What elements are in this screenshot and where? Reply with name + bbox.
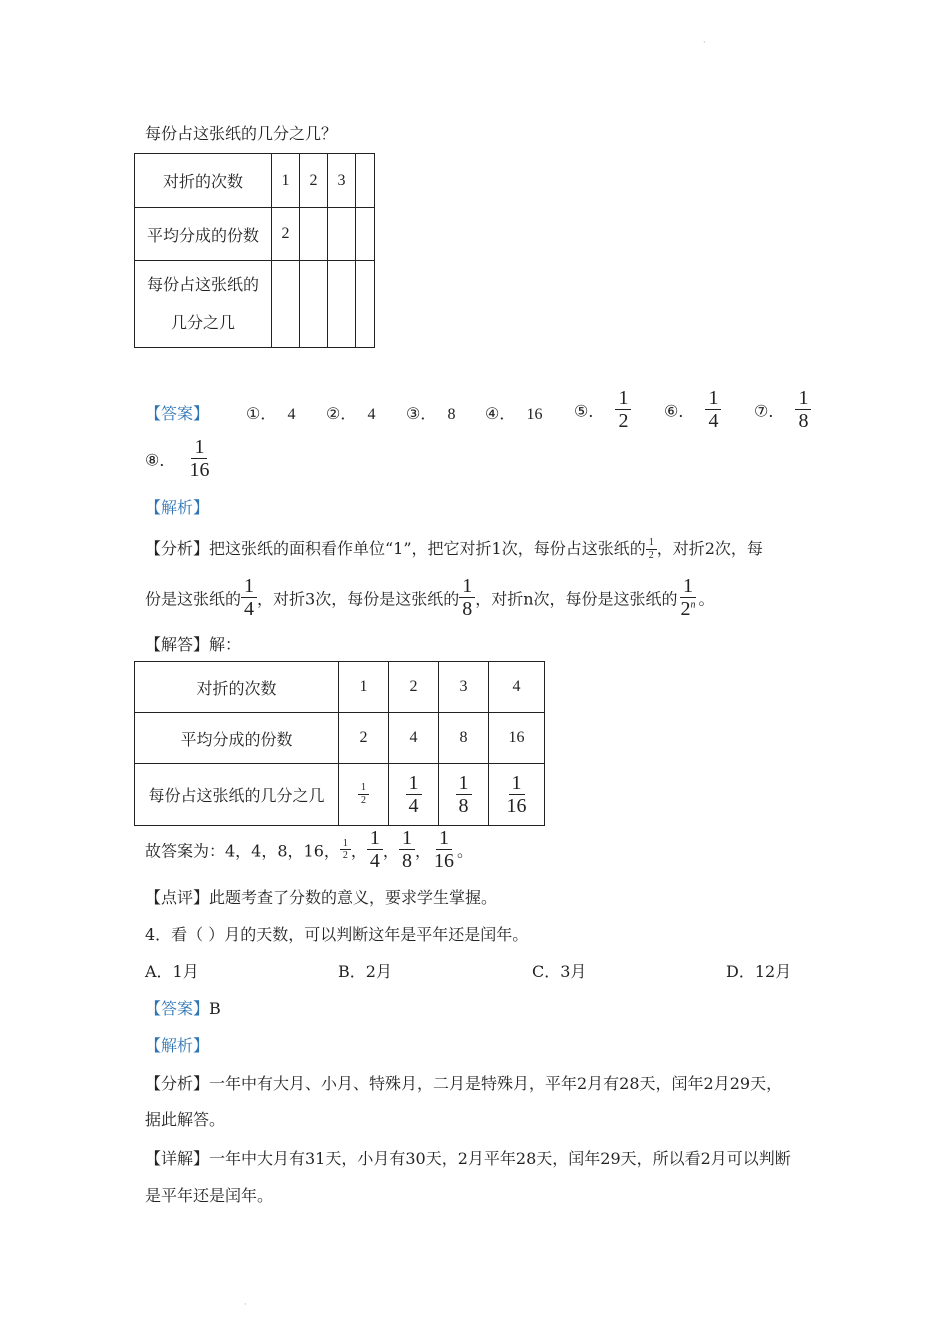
answer-value: 16 — [526, 406, 543, 423]
table-cell: 3 — [439, 662, 489, 713]
table-row-label: 平均分成的份数 — [135, 208, 272, 261]
fraction-denominator: 4 — [408, 794, 419, 817]
fold-table-answer — [134, 661, 545, 826]
answer-mark: ②． — [326, 404, 357, 423]
table-cell — [328, 261, 356, 348]
table-cell: 1 — [272, 154, 300, 208]
inline-fraction — [459, 576, 475, 620]
analysis-text: ，对折3次，每份是这张纸的 — [257, 589, 460, 609]
answer-mark: ④． — [485, 404, 516, 423]
analysis-4-line1: 【分析】一年中有大月、小月、特殊月，二月是特殊月，平年2月有28天，闰年2月29天， — [145, 1074, 783, 1093]
analysis-tag: 【解析】 — [145, 498, 210, 517]
analysis-line — [145, 536, 763, 561]
table-cell: 16 — [489, 713, 545, 764]
fraction-denominator: 8 — [462, 598, 473, 620]
fraction-numerator: 1 — [646, 538, 657, 550]
answer-fraction — [186, 437, 212, 481]
answer-value: 8 — [447, 406, 456, 423]
table-cell — [328, 208, 356, 261]
table-row-label: 对折的次数 — [135, 154, 272, 208]
table-cell: 1 — [339, 662, 389, 713]
fraction-numerator: 1 — [241, 576, 257, 598]
answer-item — [574, 388, 631, 432]
table-cell: 2 — [389, 662, 439, 713]
conclusion-line — [145, 828, 473, 872]
fraction-numerator: 1 — [705, 388, 721, 410]
table-cell — [272, 261, 300, 348]
answer-item — [485, 401, 542, 424]
option-b: B．2月 — [338, 962, 392, 981]
fraction-numerator: 1 — [680, 576, 696, 598]
answer-mark: ⑦． — [754, 401, 785, 421]
analysis-text: 。 — [698, 589, 715, 609]
analysis-text: 份是这张纸的 — [145, 589, 242, 609]
answer-fraction — [705, 388, 721, 432]
answer-item — [326, 401, 375, 424]
fraction-numerator: 1 — [340, 839, 351, 851]
table-row-label-line: 几分之几 — [170, 313, 235, 332]
table-cell: 2 — [272, 208, 300, 261]
separator: ， — [382, 841, 399, 861]
fraction-denominator: 8 — [401, 850, 412, 872]
fraction-denominator: 8 — [458, 794, 469, 817]
cell-fraction — [456, 773, 472, 817]
analysis-line — [145, 576, 715, 620]
analysis-text: 【分析】把这张纸的面积看作单位“1”，把它对折1次，每份占这张纸的 — [145, 539, 646, 558]
table-cell — [300, 208, 328, 261]
solution-label: 【解答】解： — [145, 635, 242, 654]
fraction-numerator: 1 — [436, 828, 452, 850]
inline-fraction — [241, 576, 257, 620]
table-cell: 4 — [489, 662, 545, 713]
fraction-denominator: 16 — [189, 459, 210, 481]
analysis-text: ，对折n次，每份是这张纸的 — [475, 589, 678, 609]
answer-tag: 【答案】 — [145, 999, 210, 1018]
answer-item — [246, 401, 295, 424]
table-cell: 2 — [339, 713, 389, 764]
table-cell — [439, 764, 489, 826]
cell-fraction — [406, 773, 422, 817]
conclusion-end: 。 — [456, 841, 473, 861]
table-row-label: 每份占这张纸的几分之几 — [135, 764, 339, 826]
analysis-4-line2: 据此解答。 — [145, 1110, 226, 1129]
footer-dot: · — [244, 1300, 247, 1309]
fraction-denominator: 4 — [708, 410, 719, 432]
inline-fraction — [678, 576, 699, 620]
question-text: 每份占这张纸的几分之几？ — [145, 124, 338, 143]
answer-fraction — [795, 388, 811, 432]
header-dot: · — [703, 38, 706, 47]
answer-value: 4 — [367, 406, 376, 423]
inline-fraction — [431, 828, 457, 872]
fraction-numerator: 1 — [456, 773, 472, 795]
table-cell — [489, 764, 545, 826]
fraction-denominator: 2 — [361, 794, 366, 806]
question-4-stem: 4．看（ ）月的天数，可以判断这年是平年还是闰年。 — [145, 925, 529, 944]
answer-tag: 【答案】 — [145, 404, 210, 423]
inline-fraction — [646, 538, 657, 561]
cell-fraction — [358, 783, 369, 806]
inline-fraction — [399, 828, 415, 872]
fraction-numerator: 1 — [615, 388, 631, 410]
table-cell: 4 — [389, 713, 439, 764]
answer-item — [406, 401, 455, 424]
fraction-denominator: 16 — [433, 850, 454, 872]
conclusion-text: 故答案为：4，4，8，16， — [145, 841, 340, 861]
table-row-label: 对折的次数 — [135, 662, 339, 713]
option-a: A．1月 — [145, 962, 199, 981]
answer-mark: ⑧． — [145, 450, 176, 470]
fraction-denominator: 2 — [618, 410, 629, 432]
table-row-label — [135, 261, 272, 348]
answer-4-line — [145, 996, 221, 1019]
fraction-numerator: 1 — [509, 773, 525, 795]
table-cell — [339, 764, 389, 826]
fraction-numerator: 1 — [459, 576, 475, 598]
answer-value: B — [209, 999, 221, 1018]
separator: ， — [414, 841, 431, 861]
fraction-numerator: 1 — [406, 773, 422, 795]
fraction-numerator: 1 — [399, 828, 415, 850]
inline-fraction — [340, 839, 351, 862]
separator: ， — [350, 841, 367, 861]
table-row-label: 平均分成的份数 — [135, 713, 339, 764]
table-cell — [300, 261, 328, 348]
fraction-denominator: 16 — [506, 794, 527, 817]
answer-value: 4 — [287, 406, 296, 423]
fraction-numerator: 1 — [358, 783, 369, 795]
answer-mark: ①． — [246, 404, 277, 423]
answer-mark: ⑥． — [664, 401, 695, 421]
fraction-numerator: 1 — [795, 388, 811, 410]
table-cell — [356, 154, 375, 208]
table-cell — [389, 764, 439, 826]
cell-fraction — [504, 773, 530, 817]
fraction-denominator: 4 — [369, 850, 380, 872]
fraction-denominator: 4 — [244, 598, 255, 620]
fold-table-question — [134, 153, 375, 348]
answer-item — [754, 388, 811, 432]
table-row-label-line: 每份占这张纸的 — [146, 275, 259, 294]
detail-4-line1: 【详解】一年中大月有31天，小月有30天，2月平年28天，闰年29天，所以看2月可以判断 — [145, 1149, 791, 1168]
fraction-denominator: 8 — [798, 410, 809, 432]
fraction-numerator: 1 — [191, 437, 207, 459]
answer-item — [145, 437, 212, 481]
option-d: D．12月 — [726, 962, 792, 981]
analysis-text: ，对折2次，每 — [656, 539, 763, 558]
fraction-denominator: 2 — [342, 850, 348, 862]
table-cell — [356, 208, 375, 261]
table-cell: 8 — [439, 713, 489, 764]
table-cell — [356, 261, 375, 348]
answer-fraction — [615, 388, 631, 432]
review-text: 【点评】此题考查了分数的意义，要求学生掌握。 — [145, 888, 498, 907]
inline-fraction — [367, 828, 383, 872]
fraction-base: 2 — [680, 598, 691, 620]
answer-mark: ③． — [406, 404, 437, 423]
option-c: C．3月 — [532, 962, 587, 981]
fraction-numerator: 1 — [367, 828, 383, 850]
fraction-denominator: 2 — [648, 549, 654, 561]
fraction-denominator — [678, 598, 699, 620]
table-cell: 2 — [300, 154, 328, 208]
answer-mark: ⑤． — [574, 401, 605, 421]
detail-4-line2: 是平年还是闰年。 — [145, 1186, 274, 1205]
answer-item — [664, 388, 721, 432]
fraction-exponent: n — [690, 599, 696, 611]
analysis-tag: 【解析】 — [145, 1036, 210, 1055]
table-cell: 3 — [328, 154, 356, 208]
